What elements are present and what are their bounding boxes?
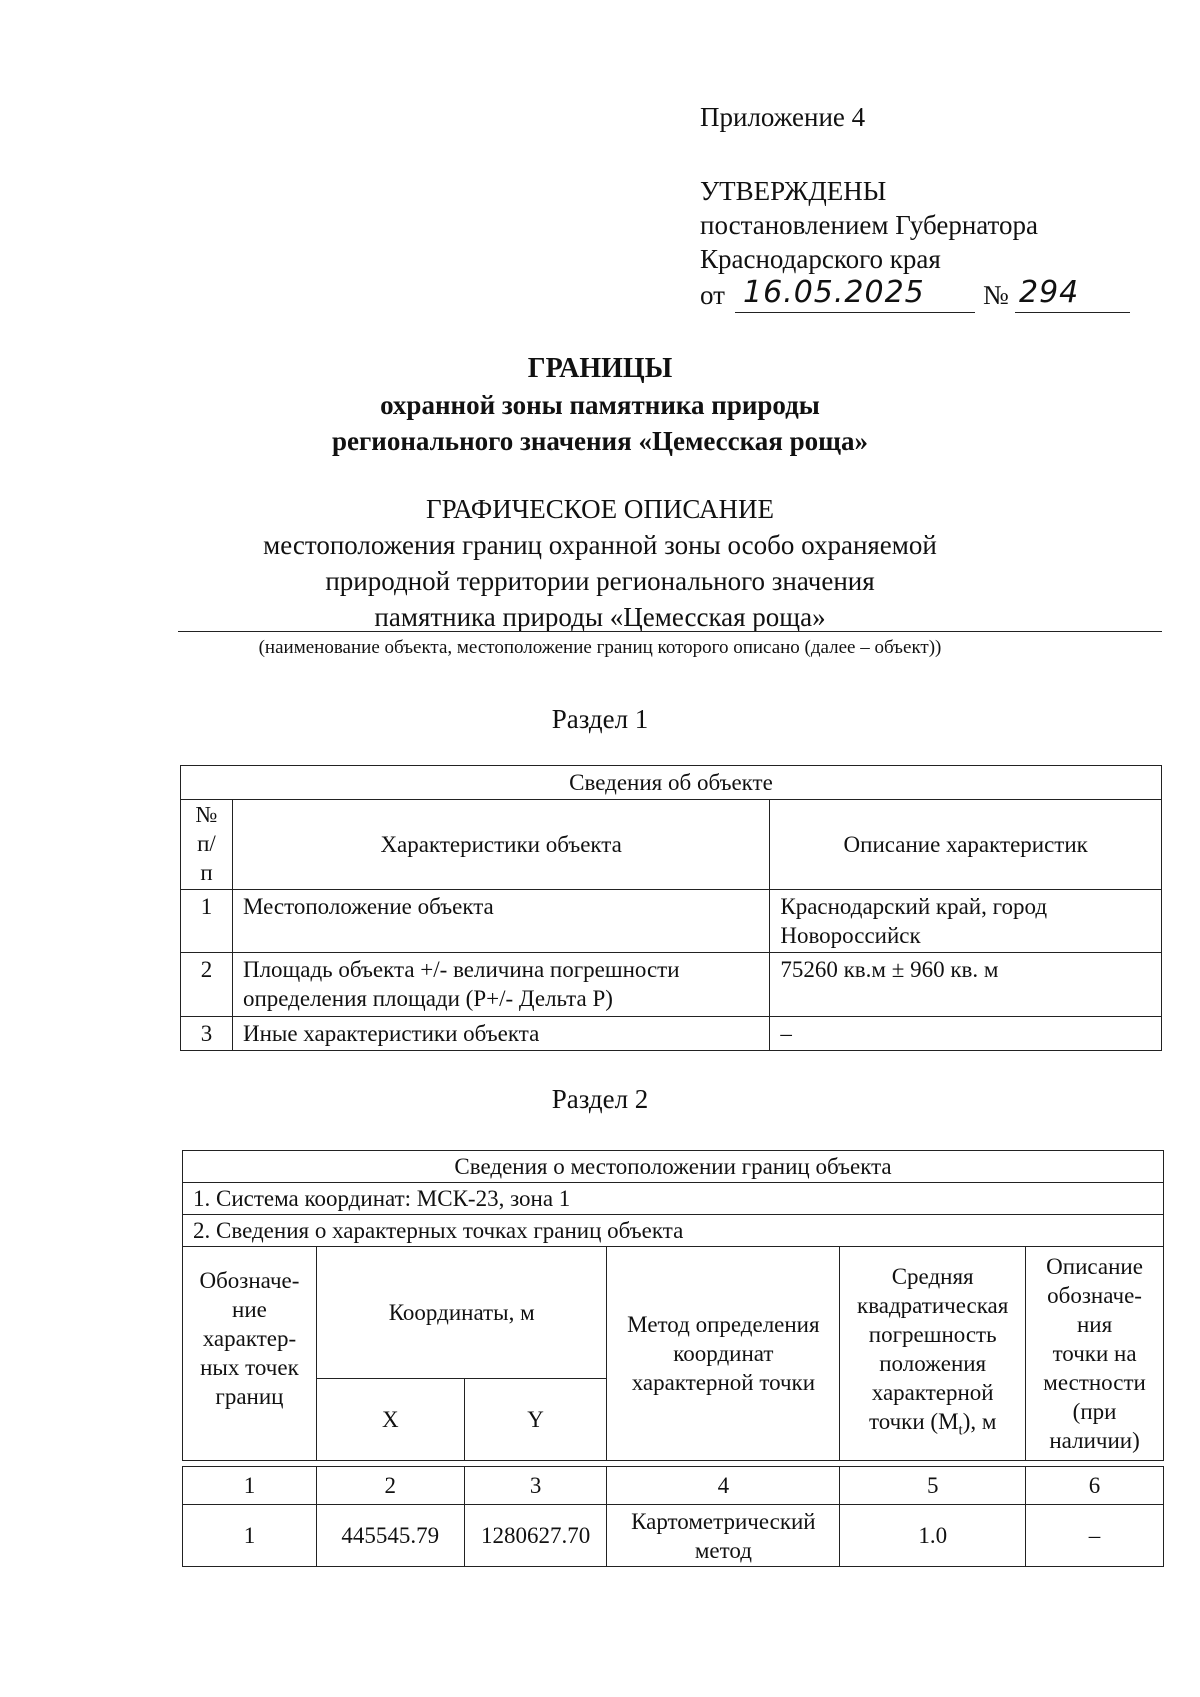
point-y: 1280627.70 (464, 1505, 607, 1567)
col-designation-header: Обозначе- ние характер- ных точек границ (183, 1247, 317, 1461)
column-index: 5 (840, 1467, 1026, 1505)
section-2-heading: Раздел 2 (551, 1084, 649, 1114)
date-number-line (700, 278, 725, 312)
section-1-heading: Раздел 1 (551, 704, 649, 734)
subtitle-caption: (наименование объекта, местоположение границ которого описано (далее – объект)) (258, 637, 942, 658)
points-title-row (183, 1215, 1164, 1247)
date-prefix: от (700, 280, 725, 310)
row-description: – (770, 1017, 1162, 1051)
column-index: 1 (183, 1467, 317, 1505)
col-y-header: Y (464, 1379, 607, 1461)
row-num: 3 (181, 1017, 233, 1051)
column-index: 4 (607, 1467, 840, 1505)
point-method: Картометрический метод (607, 1505, 840, 1567)
appendix-label: Приложение 4 (700, 102, 866, 132)
boundary-info-table (182, 1150, 1164, 1567)
col-num-header: № п/ п (181, 800, 233, 890)
coord-system-row (183, 1183, 1164, 1215)
subtitle-line-4: памятника природы «Цемесская роща» (374, 602, 826, 632)
decree-line-2: Краснодарского края (700, 244, 941, 274)
table-header-row (183, 1247, 1164, 1379)
subtitle-underline (178, 631, 1162, 632)
handwritten-date: 16.05.2025 (743, 275, 925, 310)
title-line-2: охранной зоны памятника природы (380, 390, 820, 420)
table-row (181, 953, 1162, 1017)
row-num: 1 (181, 890, 233, 953)
object-info-table (180, 765, 1162, 1051)
approved-label: УТВЕРЖДЕНЫ (700, 176, 887, 206)
decree-line-1: постановлением Губернатора (700, 210, 1038, 240)
row-characteristic: Местоположение объекта (232, 890, 769, 953)
table-row (181, 1017, 1162, 1051)
table-title: Сведения об объекте (181, 766, 1162, 800)
col-coordinates-header: Координаты, м (316, 1247, 607, 1379)
table-title: Сведения о местоположении границ объекта (183, 1151, 1164, 1183)
table-row (181, 890, 1162, 953)
points-title: 2. Сведения о характерных точках границ объекта (183, 1215, 1164, 1247)
table-title-row (183, 1151, 1164, 1183)
column-index: 2 (316, 1467, 464, 1505)
subtitle-line-1: ГРАФИЧЕСКОЕ ОПИСАНИЕ (425, 494, 775, 524)
col-x-header: X (316, 1379, 464, 1461)
col-characteristic-header: Характеристики объекта (232, 800, 769, 890)
date-field (735, 275, 975, 313)
title-line-1: ГРАНИЦЫ (527, 353, 673, 384)
row-characteristic: Площадь объекта +/- величина погрешности определения площади (P+/- Дельта P) (232, 953, 769, 1017)
row-num: 2 (181, 953, 233, 1017)
table-row (183, 1505, 1164, 1567)
point-error: 1.0 (840, 1505, 1026, 1567)
row-description: Краснодарский край, город Новороссийск (770, 890, 1162, 953)
column-index: 3 (464, 1467, 607, 1505)
col-description-header: Описание характеристик (770, 800, 1162, 890)
col-description-header: Описание обозначе- ния точки на местности (при наличии) (1026, 1247, 1164, 1461)
coord-system: 1. Система координат: МСК-23, зона 1 (183, 1183, 1164, 1215)
number-field (1015, 275, 1130, 313)
subtitle-line-2: местоположения границ охранной зоны особо охраняемой (263, 530, 937, 560)
title-line-3: регионального значения «Цемесская роща» (332, 426, 868, 456)
col-error-header: Средняя квадратическая погрешность положения характерной точки $(M_t)$, м (840, 1247, 1026, 1461)
point-description: – (1026, 1505, 1164, 1567)
table-header-row (181, 800, 1162, 890)
column-index: 6 (1026, 1467, 1164, 1505)
row-characteristic: Иные характеристики объекта (232, 1017, 769, 1051)
handwritten-number: 294 (1019, 275, 1080, 310)
col-method-header: Метод определения координат характерной точки (607, 1247, 840, 1461)
number-prefix: № (983, 280, 1009, 310)
point-x: 445545.79 (316, 1505, 464, 1567)
row-description: 75260 кв.м ± 960 кв. м (770, 953, 1162, 1017)
table-title-row (181, 766, 1162, 800)
column-index-row (183, 1467, 1164, 1505)
subtitle-line-3: природной территории регионального значения (325, 566, 875, 596)
point-designation: 1 (183, 1505, 317, 1567)
